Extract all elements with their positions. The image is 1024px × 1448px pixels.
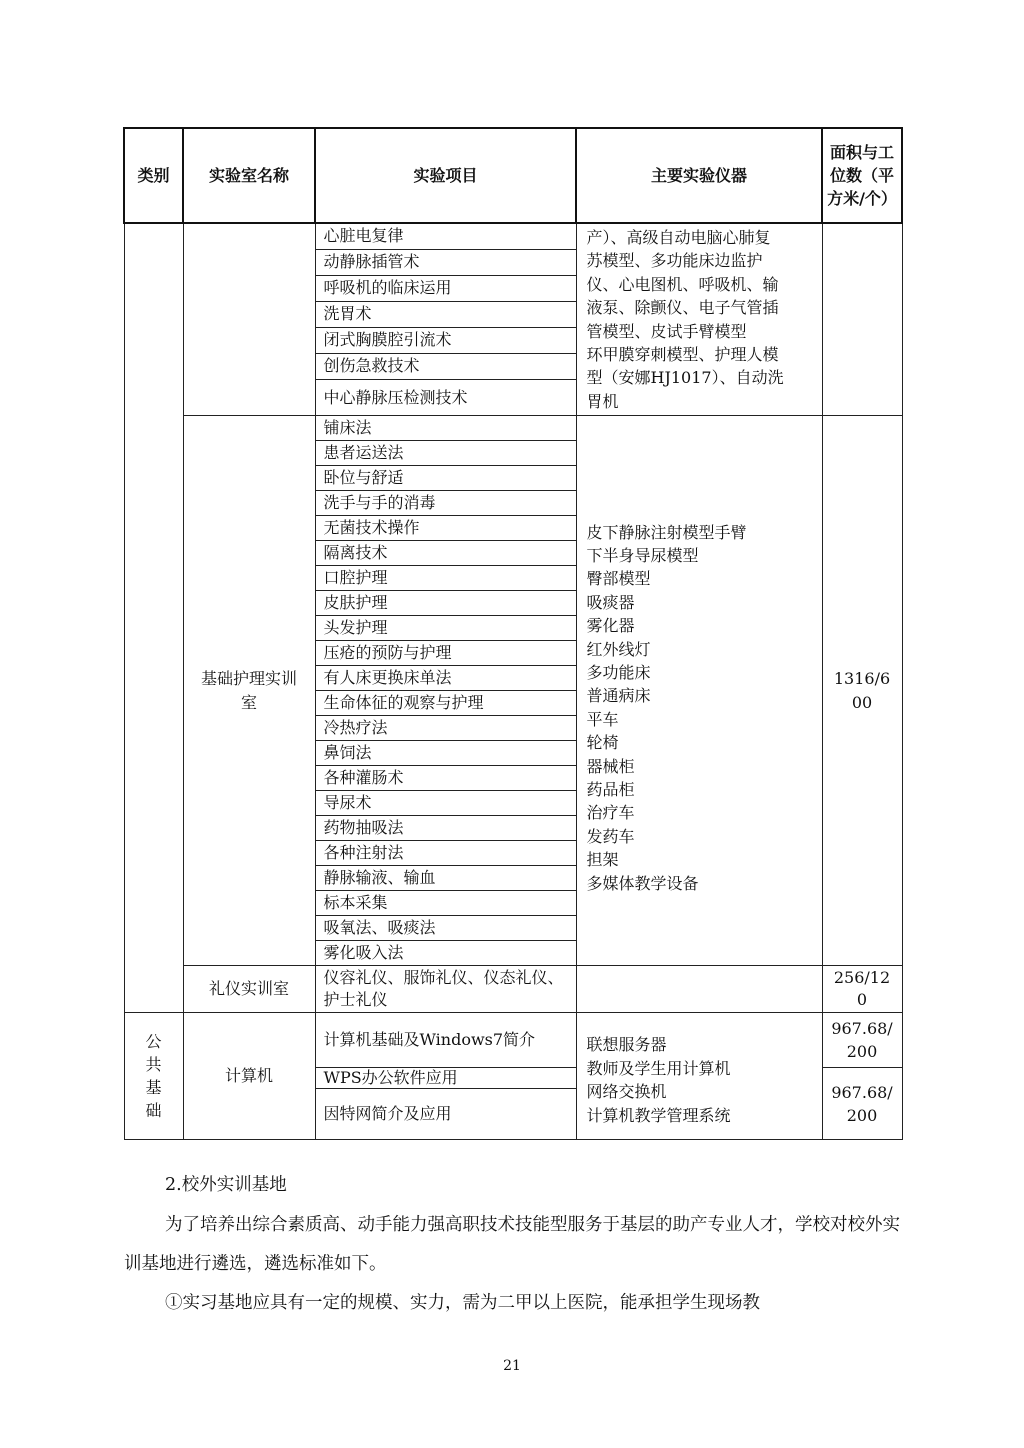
- project-cell: 创伤急救技术: [315, 353, 576, 379]
- project-cell: 隔离技术: [315, 541, 576, 566]
- project-cell: 标本采集: [315, 891, 576, 916]
- instruments-cell: [576, 223, 822, 416]
- project-cell: 口腔护理: [315, 566, 576, 591]
- project-cell: 呼吸机的临床运用: [315, 275, 576, 301]
- instrument-line: 多媒体教学设备: [586, 873, 699, 893]
- instrument-line: 红外线灯: [586, 639, 651, 659]
- instrument-line: 管模型、皮试手臂模型: [586, 321, 747, 341]
- project-cell: 导尿术: [315, 791, 576, 816]
- project-cell: 吸氧法、吸痰法: [315, 916, 576, 941]
- instrument-line: 计算机教学管理系统: [586, 1105, 731, 1125]
- header-instruments: 主要实验仪器: [576, 128, 822, 223]
- instrument-line: 型（安娜HJ1017）、自动洗: [586, 368, 784, 388]
- lab-name-cell: 礼仪实训室: [183, 966, 315, 1013]
- instrument-line: 环甲膜穿刺模型、护理人模: [586, 345, 779, 365]
- project-cell: 压疮的预防与护理: [315, 641, 576, 666]
- instrument-line: 药品柜: [586, 779, 635, 799]
- project-cell: 生命体征的观察与护理: [315, 691, 576, 716]
- project-cell: 中心静脉压检测技术: [315, 379, 576, 415]
- table-row: [124, 1013, 902, 1068]
- instrument-line: 下半身导尿模型: [586, 545, 699, 565]
- project-cell: 闭式胸膜腔引流术: [315, 327, 576, 353]
- instrument-line: 轮椅: [586, 733, 619, 753]
- lab-name-cell-empty: [183, 223, 315, 416]
- project-cell: 因特网简介及应用: [315, 1089, 576, 1140]
- paragraph-1-text: 为了培养出综合素质高、动手能力强高职技术技能型服务于基层的助产专业人才，学校对校外实训基地进行遴选，遴选标准如下。: [124, 1215, 900, 1274]
- paragraph-1: [124, 1206, 904, 1284]
- project-cell: 有人床更换床单法: [315, 666, 576, 691]
- category-char: 础: [145, 1101, 162, 1121]
- project-cell: 静脉输液、输血: [315, 866, 576, 891]
- header-projects: 实验项目: [315, 128, 576, 223]
- instrument-line: 器械柜: [586, 756, 635, 776]
- table-row: [124, 223, 902, 249]
- instrument-line: 吸痰器: [586, 592, 635, 612]
- project-cell: 鼻饲法: [315, 741, 576, 766]
- lab-table: [123, 127, 903, 1140]
- project-cell: 无菌技术操作: [315, 516, 576, 541]
- project-cell: 患者运送法: [315, 441, 576, 466]
- category-char: 基: [145, 1078, 162, 1098]
- instruments-cell-empty: [576, 966, 822, 1013]
- instrument-line: 皮下静脉注射模型手臂: [586, 522, 747, 542]
- area-cell: 256/120: [822, 966, 902, 1013]
- project-cell: 药物抽吸法: [315, 816, 576, 841]
- instrument-line: 治疗车: [586, 803, 635, 823]
- project-cell: 心脏电复律: [315, 223, 576, 249]
- instruments-cell: [576, 416, 822, 966]
- project-cell: WPS办公软件应用: [315, 1068, 576, 1089]
- page-number: 21: [503, 1358, 521, 1374]
- header-area: 面积与工位数（平方米/个）: [822, 128, 902, 223]
- category-cell: [124, 1013, 183, 1140]
- paragraph-2: ①实习基地应具有一定的规模、实力，需为二甲以上医院，能承担学生现场教: [165, 1293, 760, 1313]
- instrument-line: 普通病床: [586, 686, 651, 706]
- table-row: [124, 416, 902, 441]
- instrument-line: 产）、高级自动电脑心肺复: [586, 228, 771, 247]
- instrument-line: 多功能床: [586, 662, 651, 682]
- instrument-line: 发药车: [586, 826, 635, 846]
- instrument-line: 雾化器: [586, 616, 635, 636]
- project-cell: 雾化吸入法: [315, 941, 576, 966]
- instrument-line: 臀部模型: [586, 569, 651, 589]
- category-char: 公: [145, 1032, 162, 1052]
- project-cell: 头发护理: [315, 616, 576, 641]
- table-row: [124, 966, 902, 1013]
- instrument-line: 苏模型、多功能床边监护: [586, 251, 763, 271]
- area-cell: 967.68/200: [822, 1068, 902, 1140]
- instrument-line: 平车: [586, 709, 619, 729]
- project-cell: 皮肤护理: [315, 591, 576, 616]
- instrument-line: 担架: [586, 850, 619, 870]
- project-cell: 卧位与舒适: [315, 466, 576, 491]
- header-lab-name: 实验室名称: [183, 128, 315, 223]
- instrument-line: 胃机: [586, 391, 619, 411]
- lab-name-cell: 计算机: [183, 1013, 315, 1140]
- project-cell: 各种灌肠术: [315, 766, 576, 791]
- lab-name-cell: 基础护理实训室: [183, 416, 315, 966]
- section-heading: 2.校外实训基地: [165, 1175, 287, 1195]
- instruments-cell: [576, 1013, 822, 1140]
- project-cell: 各种注射法: [315, 841, 576, 866]
- area-cell-empty: [822, 223, 902, 416]
- category-cell-empty: [124, 223, 183, 1013]
- project-cell: 计算机基础及Windows7简介: [315, 1013, 576, 1068]
- instrument-line: 网络交换机: [586, 1082, 667, 1102]
- project-cell: 仪容礼仪、服饰礼仪、仪态礼仪、护士礼仪: [315, 966, 576, 1013]
- project-cell: 洗胃术: [315, 301, 576, 327]
- project-cell: 洗手与手的消毒: [315, 491, 576, 516]
- instrument-line: 教师及学生用计算机: [586, 1058, 731, 1078]
- instrument-line: 联想服务器: [586, 1035, 667, 1055]
- header-category: 类别: [124, 128, 183, 223]
- instrument-line: 仪、心电图机、呼吸机、输: [586, 274, 779, 294]
- project-cell: 铺床法: [315, 416, 576, 441]
- category-char: 共: [145, 1055, 162, 1075]
- project-cell: 动静脉插管术: [315, 249, 576, 275]
- table-header-row: [124, 128, 902, 223]
- project-cell: 冷热疗法: [315, 716, 576, 741]
- area-cell: 1316/600: [822, 416, 902, 966]
- area-cell: 967.68/200: [822, 1013, 902, 1068]
- instrument-line: 液泵、除颤仪、电子气管插: [586, 298, 779, 318]
